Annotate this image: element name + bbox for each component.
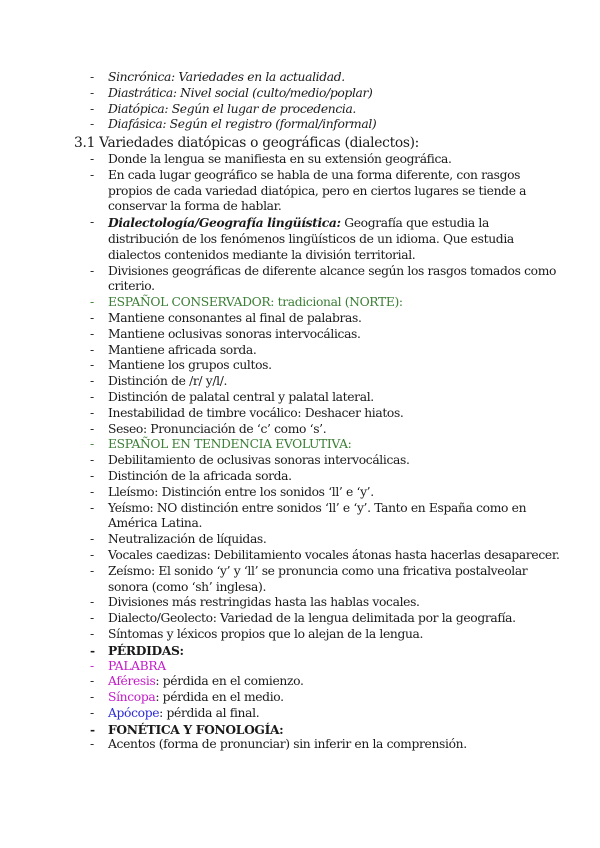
list-item: - Diastrática: Nivel social (culto/medio/poplar) <box>90 85 373 100</box>
list-item: - Diafásica: Según el registro (formal/informal) <box>90 117 377 132</box>
list-item-fonetica: - FONÉTICA Y FONOLOGÍA: <box>90 721 284 737</box>
list-item: - Zeísmo: El sonido ‘y’ y ‘ll’ se pronuncia como una fricativa postalveolar sonora (como ‘sh’ inglesa). <box>90 563 528 594</box>
bullet-dash: - <box>90 705 94 720</box>
list-item-section-evolutiva: - ESPAÑOL EN TENDENCIA EVOLUTIVA: <box>90 437 352 452</box>
bullet-dash: - <box>90 310 94 325</box>
list-item: - Aféresis: pérdida en el comienzo. <box>90 674 304 689</box>
list-item: - Síntomas y léxicos propios que lo alejan de la lengua. <box>90 626 424 641</box>
bullet-dash: - <box>90 295 94 310</box>
list-item-palabra: - PALABRA <box>90 658 166 673</box>
list-item: - Lleísmo: Distinción entre los sonidos ‘ll’ e ‘y’. <box>90 484 374 499</box>
list-item-perdidas: - PÉRDIDAS: <box>90 642 184 658</box>
bullet-dash: - <box>90 374 94 389</box>
bullet-dash: - <box>90 642 95 658</box>
list-item: - Mantiene africada sorda. <box>90 342 257 357</box>
bullet-dash: - <box>90 532 94 547</box>
bullet-dash: - <box>90 326 94 341</box>
term-aferesis: Aféresis <box>108 674 156 689</box>
bullet-dash: - <box>90 421 94 436</box>
bullet-dash: - <box>90 70 94 84</box>
bullet-dash: - <box>90 468 94 483</box>
list-item: - Distinción de palatal central y palatal lateral. <box>90 389 374 404</box>
bullet-dash: - <box>90 658 94 673</box>
bullet-dash: - <box>90 389 94 404</box>
list-item: - Donde la lengua se manifiesta en su extensión geográfica. <box>90 152 452 166</box>
list-item: - Mantiene consonantes al final de palabras. <box>90 310 362 325</box>
variety-types-list <box>0 70 600 133</box>
list-item: - Distinción de /r/ y/l/. <box>90 374 228 389</box>
bullet-dash: - <box>90 342 94 357</box>
list-item: - Diatópica: Según el lugar de procedencia. <box>90 101 356 116</box>
list-item: - Síncopa: pérdida en el medio. <box>90 690 284 705</box>
bullet-dash: - <box>90 595 94 610</box>
bullet-dash: - <box>90 215 94 230</box>
list-item: - Neutralización de líquidas. <box>90 532 267 547</box>
list-item: - Mantiene oclusivas sonoras intervocálicas. <box>90 326 361 341</box>
bullet-dash: - <box>90 737 94 752</box>
bullet-dash: - <box>90 405 94 420</box>
list-item: - En cada lugar geográfico se habla de una forma diferente, con rasgos propios de cada variedad diatópica, pero en ciertos lugares se tiende a conservar la forma de hablar. <box>90 167 527 214</box>
bullet-dash: - <box>90 547 94 562</box>
bullet-dash: - <box>90 453 94 468</box>
list-item: - Sincrónica: Variedades en la actualidad. <box>90 70 345 84</box>
list-item: - Distinción de la africada sorda. <box>90 468 292 483</box>
term-apocope: Apócope <box>108 705 160 720</box>
bullet-dash: - <box>90 167 94 182</box>
bullet-dash: - <box>90 721 95 737</box>
list-item: - Mantiene los grupos cultos. <box>90 358 272 373</box>
term-dialectologia: Dialectología/Geografía lingüística: <box>108 215 341 231</box>
list-item: - Acentos (forma de pronunciar) sin inferir en la comprensión. <box>90 737 467 752</box>
list-item: - Dialectología/Geografía lingüística: Geografía que estudia la distribución de los fenómenos lingüísticos de un idioma. Que estudia dialectos contenidos mediante la división territorial. <box>90 215 514 262</box>
bullet-dash: - <box>90 117 94 132</box>
dialects-list <box>0 152 600 753</box>
bullet-dash: - <box>90 152 94 166</box>
bullet-dash: - <box>90 85 94 100</box>
list-item: - Vocales caedizas: Debilitamiento vocales átonas hasta hacerlas desaparecer. <box>90 547 560 562</box>
list-item: - Inestabilidad de timbre vocálico: Deshacer hiatos. <box>90 405 404 420</box>
list-item: - Seseo: Pronunciación de ‘c’ como ‘s’. <box>90 421 327 436</box>
bullet-dash: - <box>90 101 94 116</box>
list-item: - Dialecto/Geolecto: Variedad de la lengua delimitada por la geografía. <box>90 611 516 626</box>
bullet-dash: - <box>90 626 94 641</box>
bullet-dash: - <box>90 611 94 626</box>
section-heading: 3.1 Variedades diatópicas o geográficas (dialectos): <box>74 135 420 151</box>
bullet-dash: - <box>90 358 94 373</box>
list-item: - Yeísmo: NO distinción entre sonidos ‘ll’ e ‘y’. Tanto en España como en América Latina. <box>90 500 527 531</box>
list-item-section-conservador: - ESPAÑOL CONSERVADOR: tradicional (NORTE): <box>90 295 403 310</box>
bullet-dash: - <box>90 563 94 578</box>
bullet-dash: - <box>90 674 94 689</box>
list-item: - Divisiones geográficas de diferente alcance según los rasgos tomados como criterio. <box>90 263 557 294</box>
list-item: - Debilitamiento de oclusivas sonoras intervocálicas. <box>90 453 410 468</box>
bullet-dash: - <box>90 437 94 452</box>
term-sincopa: Síncopa <box>108 690 156 705</box>
bullet-dash: - <box>90 500 94 515</box>
bullet-dash: - <box>90 263 94 278</box>
bullet-dash: - <box>90 690 94 705</box>
bullet-dash: - <box>90 484 94 499</box>
list-item: - Apócope: pérdida al final. <box>90 705 260 720</box>
list-item: - Divisiones más restringidas hasta las hablas vocales. <box>90 595 420 610</box>
